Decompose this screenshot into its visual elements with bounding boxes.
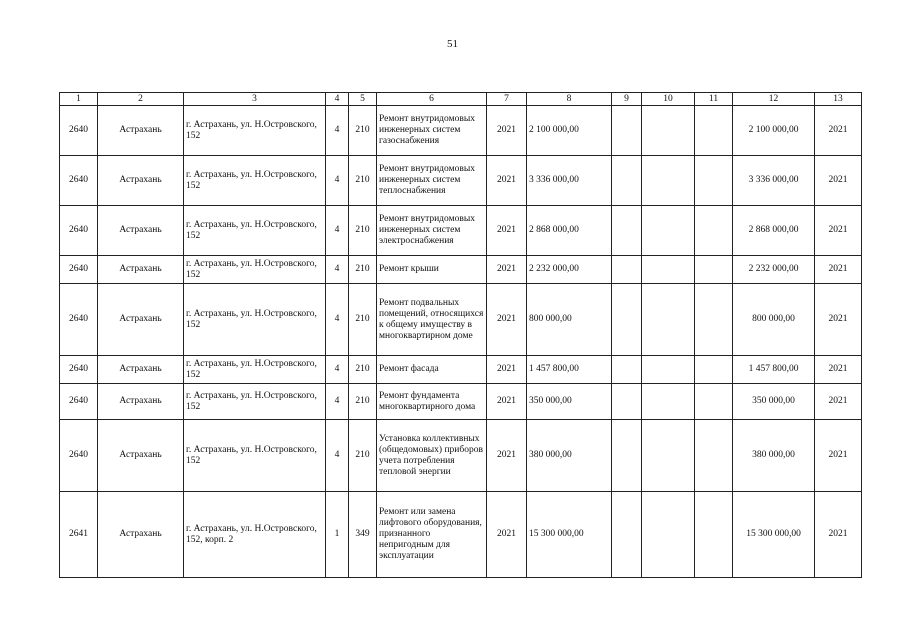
column-header: 13 [815,93,862,106]
cell-cost: 1 457 800,00 [527,356,612,384]
cell-col11 [695,492,733,578]
cell-city: Астрахань [98,284,184,356]
cell-col11 [695,284,733,356]
cell-id: 2640 [60,156,98,206]
cell-work-type: Ремонт внутридомовых инженерных систем теплоснабжения [377,156,487,206]
capital-repair-table [59,92,862,578]
cell-col10 [642,256,695,284]
cell-cost: 3 336 000,00 [527,156,612,206]
cell-end-year: 2021 [815,420,862,492]
cell-col10 [642,384,695,420]
cell-city: Астрахань [98,384,184,420]
cell-cost: 2 232 000,00 [527,256,612,284]
cell-id: 2640 [60,420,98,492]
column-header: 7 [487,93,527,106]
cell-work-type: Ремонт внутридомовых инженерных систем газоснабжения [377,106,487,156]
table-row [60,284,862,356]
table-row [60,256,862,284]
cell-address: г. Астрахань, ул. Н.Островского, 152 [184,420,326,492]
column-header: 10 [642,93,695,106]
cell-year: 2021 [487,356,527,384]
cell-end-year: 2021 [815,106,862,156]
cell-total: 800 000,00 [733,284,815,356]
cell-total: 2 868 000,00 [733,206,815,256]
cell-total: 15 300 000,00 [733,492,815,578]
cell-address: г. Астрахань, ул. Н.Островского, 152 [184,256,326,284]
cell-cost: 350 000,00 [527,384,612,420]
cell-floors: 4 [326,420,349,492]
cell-id: 2640 [60,106,98,156]
cell-city: Астрахань [98,206,184,256]
cell-col9 [612,492,642,578]
cell-city: Астрахань [98,420,184,492]
cell-code: 349 [349,492,377,578]
table-row [60,492,862,578]
cell-year: 2021 [487,284,527,356]
cell-code: 210 [349,106,377,156]
cell-col10 [642,420,695,492]
cell-id: 2640 [60,206,98,256]
column-header: 3 [184,93,326,106]
cell-id: 2640 [60,356,98,384]
cell-address: г. Астрахань, ул. Н.Островского, 152 [184,284,326,356]
cell-col11 [695,356,733,384]
cell-address: г. Астрахань, ул. Н.Островского, 152, корп. 2 [184,492,326,578]
cell-id: 2641 [60,492,98,578]
cell-work-type: Ремонт крыши [377,256,487,284]
cell-col11 [695,206,733,256]
table-row [60,206,862,256]
cell-year: 2021 [487,106,527,156]
cell-col11 [695,420,733,492]
cell-total: 350 000,00 [733,384,815,420]
cell-total: 3 336 000,00 [733,156,815,206]
cell-code: 210 [349,206,377,256]
column-header: 6 [377,93,487,106]
column-header: 5 [349,93,377,106]
cell-col11 [695,384,733,420]
cell-id: 2640 [60,384,98,420]
cell-code: 210 [349,420,377,492]
cell-col10 [642,206,695,256]
cell-year: 2021 [487,206,527,256]
cell-end-year: 2021 [815,492,862,578]
header-row [60,93,862,106]
cell-col10 [642,492,695,578]
column-header: 11 [695,93,733,106]
cell-col9 [612,420,642,492]
cell-address: г. Астрахань, ул. Н.Островского, 152 [184,106,326,156]
column-header: 12 [733,93,815,106]
cell-code: 210 [349,256,377,284]
cell-end-year: 2021 [815,284,862,356]
column-header: 8 [527,93,612,106]
cell-col9 [612,384,642,420]
cell-address: г. Астрахань, ул. Н.Островского, 152 [184,356,326,384]
cell-id: 2640 [60,256,98,284]
cell-col10 [642,356,695,384]
cell-col9 [612,256,642,284]
cell-col10 [642,106,695,156]
column-header: 9 [612,93,642,106]
table-row [60,356,862,384]
cell-floors: 4 [326,284,349,356]
cell-floors: 1 [326,492,349,578]
cell-total: 1 457 800,00 [733,356,815,384]
cell-code: 210 [349,156,377,206]
cell-floors: 4 [326,384,349,420]
table-row [60,106,862,156]
table-row [60,420,862,492]
cell-year: 2021 [487,384,527,420]
cell-address: г. Астрахань, ул. Н.Островского, 152 [184,206,326,256]
table-row [60,156,862,206]
cell-cost: 2 100 000,00 [527,106,612,156]
cell-year: 2021 [487,420,527,492]
cell-city: Астрахань [98,156,184,206]
cell-address: г. Астрахань, ул. Н.Островского, 152 [184,156,326,206]
cell-floors: 4 [326,256,349,284]
cell-cost: 800 000,00 [527,284,612,356]
cell-floors: 4 [326,156,349,206]
cell-year: 2021 [487,156,527,206]
cell-end-year: 2021 [815,156,862,206]
cell-total: 380 000,00 [733,420,815,492]
cell-col9 [612,206,642,256]
cell-end-year: 2021 [815,256,862,284]
cell-total: 2 232 000,00 [733,256,815,284]
cell-year: 2021 [487,256,527,284]
cell-end-year: 2021 [815,384,862,420]
cell-floors: 4 [326,356,349,384]
cell-cost: 380 000,00 [527,420,612,492]
cell-city: Астрахань [98,106,184,156]
cell-total: 2 100 000,00 [733,106,815,156]
cell-col11 [695,256,733,284]
cell-code: 210 [349,356,377,384]
cell-id: 2640 [60,284,98,356]
cell-address: г. Астрахань, ул. Н.Островского, 152 [184,384,326,420]
cell-col9 [612,356,642,384]
cell-work-type: Ремонт фасада [377,356,487,384]
cell-city: Астрахань [98,492,184,578]
cell-col11 [695,106,733,156]
cell-year: 2021 [487,492,527,578]
cell-floors: 4 [326,206,349,256]
cell-work-type: Ремонт или замена лифтового оборудования, признанного непригодным для эксплуатации [377,492,487,578]
cell-work-type: Установка коллективных (общедомовых) приборов учета потребления тепловой энергии [377,420,487,492]
column-header: 1 [60,93,98,106]
cell-work-type: Ремонт внутридомовых инженерных систем электроснабжения [377,206,487,256]
cell-city: Астрахань [98,256,184,284]
cell-floors: 4 [326,106,349,156]
cell-col9 [612,106,642,156]
cell-work-type: Ремонт подвальных помещений, относящихся к общему имуществу в многоквартирном доме [377,284,487,356]
cell-col10 [642,156,695,206]
cell-cost: 2 868 000,00 [527,206,612,256]
cell-col9 [612,284,642,356]
page-number: 51 [447,38,458,50]
cell-col11 [695,156,733,206]
cell-col10 [642,284,695,356]
column-header: 4 [326,93,349,106]
cell-cost: 15 300 000,00 [527,492,612,578]
cell-code: 210 [349,284,377,356]
cell-end-year: 2021 [815,356,862,384]
cell-code: 210 [349,384,377,420]
cell-col9 [612,156,642,206]
cell-city: Астрахань [98,356,184,384]
cell-work-type: Ремонт фундамента многоквартирного дома [377,384,487,420]
table-row [60,384,862,420]
cell-end-year: 2021 [815,206,862,256]
column-header: 2 [98,93,184,106]
